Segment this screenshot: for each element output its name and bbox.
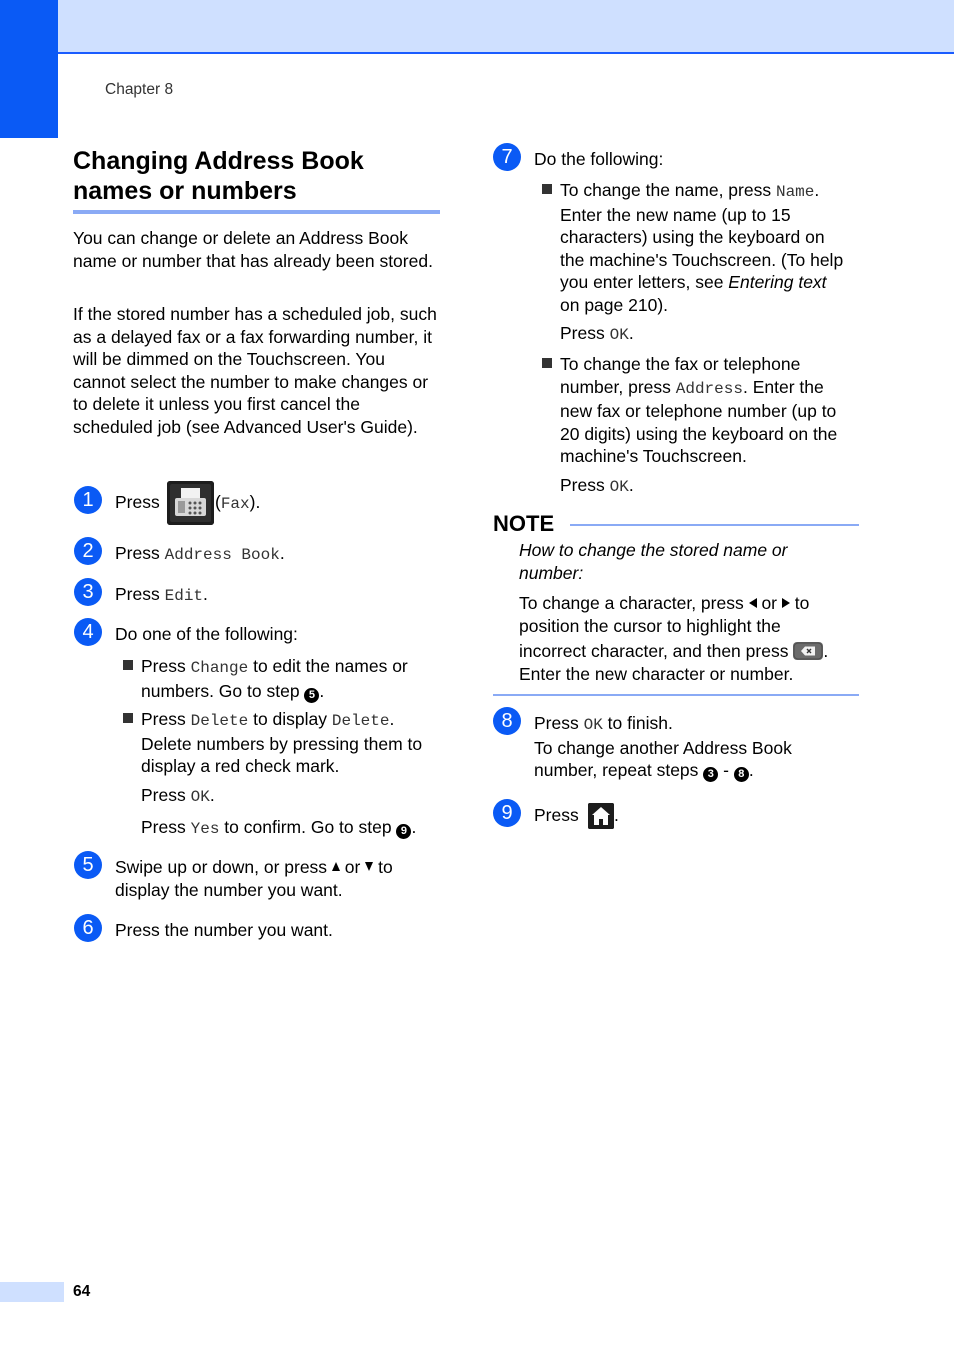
yes-rest: to confirm. Go to step xyxy=(219,817,397,837)
press-text: To change the name, press xyxy=(560,180,776,200)
step-5-line2: display the number you want. xyxy=(115,879,343,900)
step-number-7: 7 xyxy=(493,143,521,171)
bullet-square xyxy=(542,184,552,194)
note-rule-bottom xyxy=(493,694,859,696)
press-text: Press xyxy=(141,709,191,729)
step-ref-3: 3 xyxy=(703,767,718,782)
step-2-text xyxy=(115,542,285,567)
bullet-line: machine's Touchscreen. xyxy=(560,446,747,466)
bullet-line: new fax or telephone number (up to xyxy=(560,401,837,421)
step-3-text xyxy=(115,583,208,608)
period: . xyxy=(203,584,208,604)
step-number-6: 6 xyxy=(74,914,102,942)
or-text: or xyxy=(756,593,782,613)
bullet-line: you enter letters, see xyxy=(560,272,729,292)
bullet-1-rest: to edit the names or xyxy=(248,656,408,676)
bullet-line: To change the fax or telephone xyxy=(560,354,801,374)
fax-label: Fax xyxy=(220,495,250,513)
chapter-tab xyxy=(0,0,58,138)
step-8-rest: to finish. xyxy=(602,713,673,733)
section-title xyxy=(73,146,439,206)
period: . xyxy=(389,709,395,729)
bullet-line: on page 210). xyxy=(560,294,669,315)
bullet-line: number, press xyxy=(560,376,676,397)
backspace-icon xyxy=(793,642,823,660)
period: . xyxy=(209,785,215,805)
period: . xyxy=(748,760,754,780)
ok-code: OK xyxy=(609,326,629,344)
press-text: Press xyxy=(141,656,191,676)
section-title-line2: names or numbers xyxy=(73,177,297,205)
up-arrow-icon xyxy=(332,862,340,871)
bullet-2-line3: display a red check mark. xyxy=(141,756,340,776)
step-4-bullet-2 xyxy=(141,708,441,778)
ok-code: OK xyxy=(609,478,629,496)
period: . xyxy=(319,680,325,701)
note-heading xyxy=(519,539,849,584)
bullet-line: . Enter the xyxy=(742,376,824,397)
step-ref-9: 9 xyxy=(396,824,411,839)
step-5-line1b: to xyxy=(373,857,393,877)
bullet-square xyxy=(542,358,552,368)
press-text: Press xyxy=(534,805,579,825)
step-7-text: Do the following: xyxy=(534,149,664,169)
footer-band xyxy=(0,1282,64,1302)
bullet-square xyxy=(123,660,133,670)
bullet-1-line2: numbers. Go to step xyxy=(141,680,305,701)
bullet-line: Enter the new name (up to 15 xyxy=(560,204,791,225)
note-title: NOTE xyxy=(493,511,555,536)
press-text: Press xyxy=(141,785,191,805)
bullet-square xyxy=(123,713,133,723)
press-text: Press xyxy=(560,323,610,343)
step-number-4: 4 xyxy=(74,618,102,646)
delete-code-2: Delete xyxy=(331,712,390,730)
bullet-line: 20 digits) using the keyboard on the xyxy=(560,423,838,444)
edit-code: Edit xyxy=(164,587,204,605)
period: . xyxy=(628,475,634,495)
intro-paragraph-1: You can change or delete an Address Book name or number that has already been stored. xyxy=(73,228,433,271)
fax-icon xyxy=(167,481,214,525)
step-number-8: 8 xyxy=(493,707,521,735)
section-title-line1: Changing Address Book xyxy=(73,147,364,175)
step-7-bullet-1 xyxy=(560,179,860,316)
step-7-bullet-2-ok xyxy=(560,474,634,499)
step-number-1: 1 xyxy=(74,486,102,514)
right-arrow-icon xyxy=(782,598,790,608)
step-7-bullet-1-ok xyxy=(560,322,634,347)
step-9-text xyxy=(534,804,579,827)
note-heading-line1: How to change the stored name or xyxy=(519,540,788,560)
note-heading-line2: number: xyxy=(519,562,584,583)
home-icon xyxy=(588,803,614,829)
step-8-line3: number, repeat steps xyxy=(534,760,704,780)
address-book-code: Address Book xyxy=(164,546,280,564)
step-ref-5: 5 xyxy=(304,688,319,703)
step-number-2: 2 xyxy=(74,537,102,565)
press-text: Press xyxy=(560,475,610,495)
step-ref-8: 8 xyxy=(734,767,749,782)
press-text: Press xyxy=(534,713,584,733)
step-1-press: Press xyxy=(115,492,160,512)
ok-code: OK xyxy=(583,716,603,734)
step-4-bullet-1 xyxy=(141,655,441,703)
bullet-line: the machine's Touchscreen. (To help xyxy=(560,249,844,270)
note-line: incorrect character, and then press xyxy=(519,641,794,661)
name-code: Name xyxy=(775,183,815,201)
press-text: Press xyxy=(141,817,191,837)
paren-open: ( xyxy=(215,492,221,512)
paren-close: ). xyxy=(249,492,261,512)
step-8-text xyxy=(534,712,854,782)
step-1-fax-label xyxy=(215,491,260,516)
note-body xyxy=(519,592,854,685)
step-6-text: Press the number you want. xyxy=(115,920,333,940)
period: . xyxy=(411,817,417,837)
title-underline xyxy=(73,210,440,214)
change-code: Change xyxy=(190,659,249,677)
step-4-press-yes xyxy=(141,816,416,841)
press-text: Press xyxy=(115,584,165,604)
step-1-text xyxy=(115,491,160,514)
entering-text-link: Entering text xyxy=(728,272,827,292)
note-line: position the cursor to highlight the xyxy=(519,615,781,636)
period: . xyxy=(823,641,829,661)
step-9-period: . xyxy=(614,805,619,825)
period: . xyxy=(279,543,285,563)
note-rule-top xyxy=(570,524,859,526)
dash: - xyxy=(718,760,734,780)
bullet-2-mid: to display xyxy=(248,709,332,729)
step-4-press-ok xyxy=(141,784,215,809)
period: . xyxy=(628,323,634,343)
left-arrow-icon xyxy=(749,598,757,608)
page-number: 64 xyxy=(73,1283,91,1300)
yes-code: Yes xyxy=(190,820,220,838)
note-line: Enter the new character or number. xyxy=(519,663,794,684)
chapter-label: Chapter 8 xyxy=(105,81,174,98)
header-band xyxy=(58,0,954,54)
step-4-text: Do one of the following: xyxy=(115,624,298,644)
step-8-line2: To change another Address Book xyxy=(534,737,792,758)
step-5-text xyxy=(115,856,435,901)
delete-code: Delete xyxy=(190,712,249,730)
step-number-5: 5 xyxy=(74,851,102,879)
step-number-9: 9 xyxy=(493,799,521,827)
period: . xyxy=(814,180,820,200)
bullet-line: characters) using the keyboard on xyxy=(560,227,825,247)
step-number-3: 3 xyxy=(74,578,102,606)
step-7-bullet-2 xyxy=(560,353,860,468)
bullet-2-line2: Delete numbers by pressing them to xyxy=(141,733,423,754)
step-5-line1a: Swipe up or down, or press xyxy=(115,857,332,877)
press-text: Press xyxy=(115,543,165,563)
or-text: or xyxy=(339,857,366,877)
note-line: to xyxy=(789,593,810,613)
ok-code: OK xyxy=(190,788,210,806)
note-line: To change a character, press xyxy=(519,593,749,613)
address-code: Address xyxy=(675,379,743,398)
intro-paragraph-2: If the stored number has a scheduled job, such as a delayed fax or a fax forwarding number, it will be dimmed on the Touchscreen. You cannot select the number to make changes or to delete it unless you first cancel the scheduled job (see Advanced User's Guide). xyxy=(73,304,437,437)
